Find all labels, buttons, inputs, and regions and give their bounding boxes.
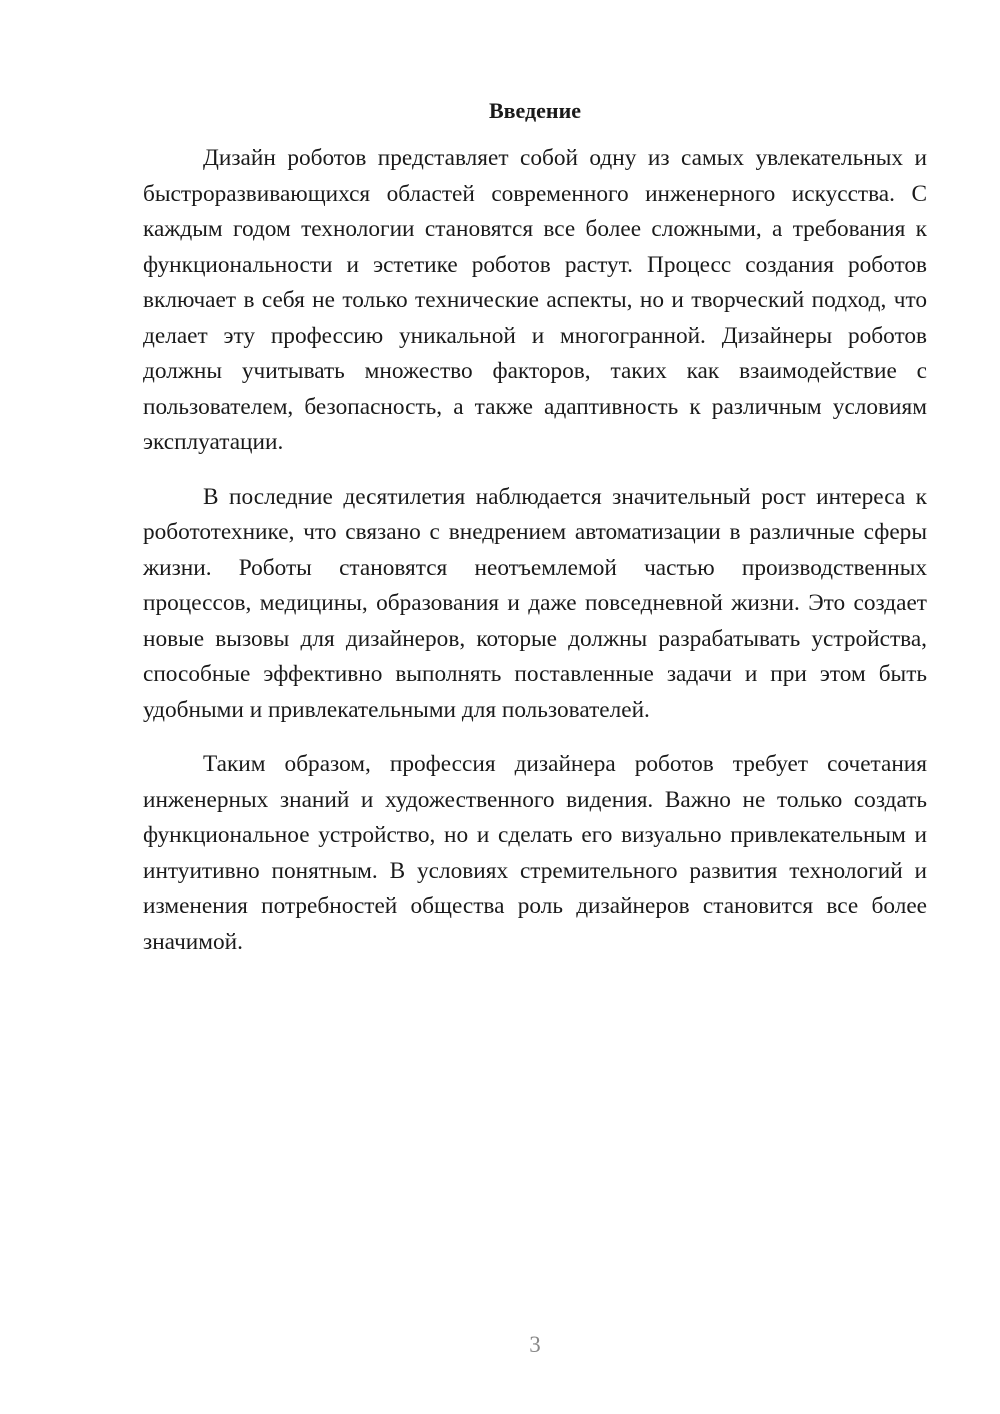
section-title: Введение [488, 98, 582, 123]
page-number: 3 [529, 1332, 541, 1357]
paragraph-1: Дизайн роботов представляет собой одну из самых увлекательных и быстроразвивающихся областей современного инженерного искусства. С каждым годом технологии становятся все более сложными, а требования к функциональности и эстетике роботов растут. Процесс создания роботов включает в себя не только технические аспекты, но и творческий подход, что делает эту профессию уникальной и многогранной. Дизайнеры роботов должны учитывать множество факторов, таких как взаимодействие с пользователем, безопасность, а также адаптивность к различным условиям эксплуатации. [143, 145, 927, 455]
paragraph-2: В последние десятилетия наблюдается значительный рост интереса к робототехнике, что связано с внедрением автоматизации в различные сферы жизни. Роботы становятся неотъемлемой частью производственных процессов, медицины, образования и даже повседневной жизни. Это создает новые вызовы для дизайнеров, которые должны разрабатывать устройства, способные эффективно выполнять поставленные задачи и при этом быть удобными и привлекательными для пользователей. [143, 483, 927, 723]
document-body [143, 96, 927, 960]
paragraph-3: Таким образом, профессия дизайнера роботов требует сочетания инженерных знаний и художественного видения. Важно не только создать функциональное устройство, но и сделать его визуально привлекательным и интуитивно понятным. В условиях стремительного развития технологий и изменения потребностей общества роль дизайнеров становится все более значимой. [143, 751, 927, 955]
